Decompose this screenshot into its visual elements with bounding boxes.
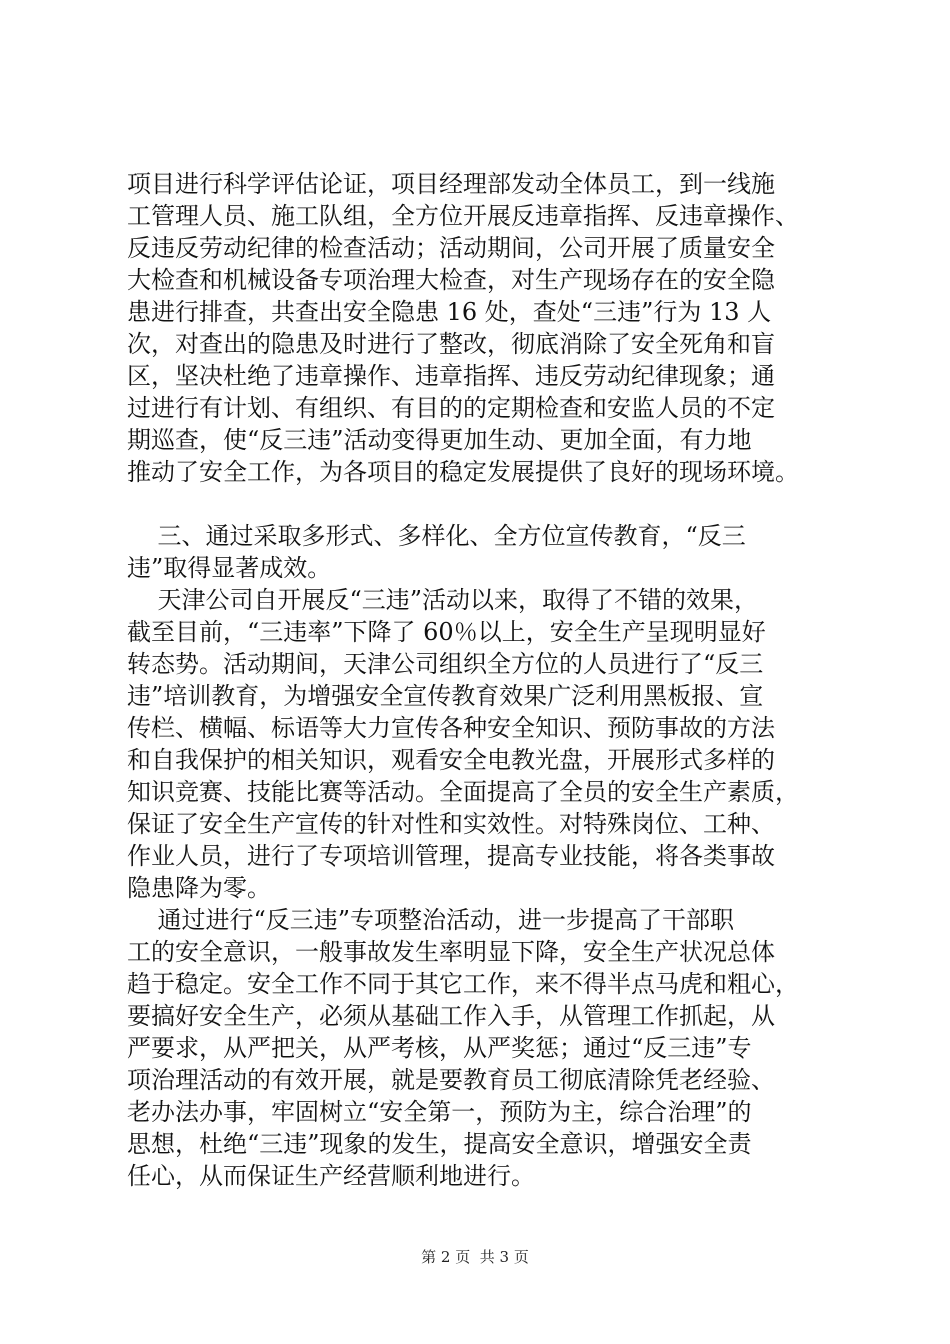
text-line: 工管理人员、施工队组，全方位开展反违章指挥、反违章操作、 xyxy=(127,202,799,230)
text-line: 和自我保护的相关知识，观看安全电教光盘，开展形式多样的 xyxy=(127,746,775,774)
text-line: 要搞好安全生产，必须从基础工作入手，从管理工作抓起，从 xyxy=(127,1002,775,1030)
text-line: 老办法办事，牢固树立“安全第一，预防为主，综合治理”的 xyxy=(127,1098,752,1126)
paragraph-gap xyxy=(127,488,827,520)
text-line: 工的安全意识，一般事故发生率明显下降，安全生产状况总体 xyxy=(127,938,775,966)
page-number-label: 第 2 页 共 3 页 xyxy=(421,1248,529,1266)
text-line: 通过进行“反三违”专项整治活动，进一步提高了干部职 xyxy=(127,906,735,934)
text-line: 项目进行科学评估论证，项目经理部发动全体员工，到一线施 xyxy=(127,170,775,198)
text-line: 违”培训教育，为增强安全宣传教育效果广泛利用黑板报、宣 xyxy=(127,682,764,710)
body-text xyxy=(127,168,827,1192)
text-line: 患进行排查，共查出安全隐患 16 处，查处“三违”行为 13 人 xyxy=(127,298,772,326)
text-line: 过进行有计划、有组织、有目的的定期检查和安监人员的不定 xyxy=(127,394,775,422)
text-line: 思想，杜绝“三违”现象的发生，提高安全意识，增强安全责 xyxy=(127,1130,752,1158)
text-line: 传栏、横幅、标语等大力宣传各种安全知识、预防事故的方法 xyxy=(127,714,775,742)
text-line: 大检查和机械设备专项治理大检查，对生产现场存在的安全隐 xyxy=(127,266,775,294)
text-line: 反违反劳动纪律的检查活动；活动期间，公司开展了质量安全 xyxy=(127,234,775,262)
text-line: 作业人员，进行了专项培训管理，提高专业技能，将各类事故 xyxy=(127,842,775,870)
text-line: 期巡查，使“反三违”活动变得更加生动、更加全面，有力地 xyxy=(127,426,752,454)
text-line: 推动了安全工作，为各项目的稳定发展提供了良好的现场环境。 xyxy=(127,458,799,486)
page-footer xyxy=(0,1247,950,1267)
text-line: 天津公司自开展反“三违”活动以来，取得了不错的效果， xyxy=(127,586,759,614)
text-line: 严要求，从严把关，从严考核，从严奖惩；通过“反三违”专 xyxy=(127,1034,752,1062)
section-heading-line: 违”取得显著成效。 xyxy=(127,554,332,582)
section-heading-line: 三、通过采取多形式、多样化、全方位宣传教育，“反三 xyxy=(127,522,746,550)
text-line: 次，对查出的隐患及时进行了整改，彻底消除了安全死角和盲 xyxy=(127,330,775,358)
text-line: 截至目前，“三违率”下降了 60％以上，安全生产呈现明显好 xyxy=(127,618,766,646)
text-line: 项治理活动的有效开展，就是要教育员工彻底清除凭老经验、 xyxy=(127,1066,775,1094)
text-line: 隐患降为零。 xyxy=(127,874,271,902)
text-line: 区，坚决杜绝了违章操作、违章指挥、违反劳动纪律现象；通 xyxy=(127,362,775,390)
text-line: 转态势。活动期间，天津公司组织全方位的人员进行了“反三 xyxy=(127,650,764,678)
text-line: 保证了安全生产宣传的针对性和实效性。对特殊岗位、工种、 xyxy=(127,810,775,838)
text-line: 任心，从而保证生产经营顺利地进行。 xyxy=(127,1162,535,1190)
text-line: 趋于稳定。安全工作不同于其它工作，来不得半点马虎和粗心， xyxy=(127,970,799,998)
text-line: 知识竞赛、技能比赛等活动。全面提高了全员的安全生产素质， xyxy=(127,778,799,806)
